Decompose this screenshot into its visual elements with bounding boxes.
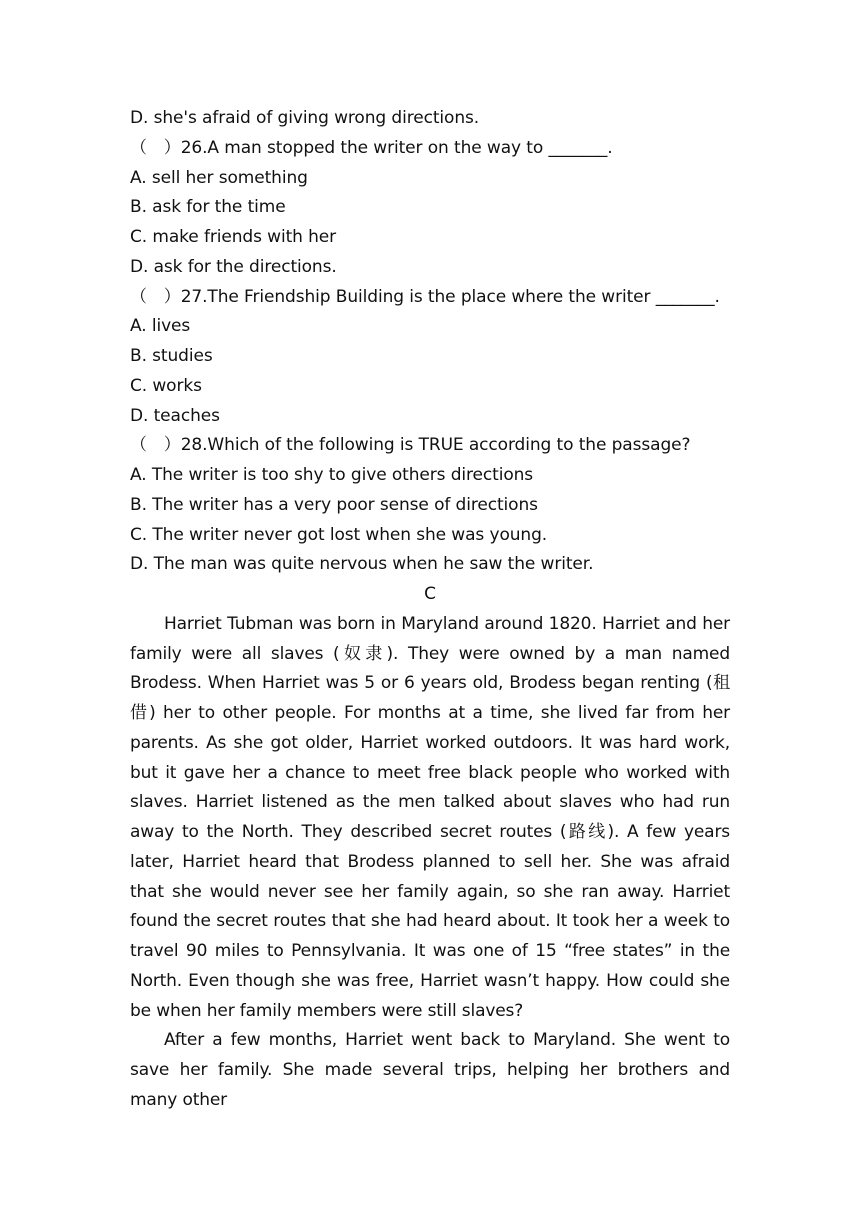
option-28-b: B. The writer has a very poor sense of directions <box>130 494 538 515</box>
passage-paragraph: After a few months, Harriet went back to Maryland. She went to save her family. She made several trips, helping her brothers and many other <box>130 1030 730 1110</box>
question-28: （ ）28.Which of the following is TRUE according to the passage? <box>130 435 691 456</box>
option-26-c: C. make friends with her <box>130 227 337 247</box>
question-26: （ ）26.A man stopped the writer on the way to _______. <box>130 137 613 158</box>
document-page <box>130 104 730 1116</box>
option-26-d: D. ask for the directions. <box>130 256 337 277</box>
option-27-a: A. lives <box>130 316 191 337</box>
option-27-c: C. works <box>130 375 202 396</box>
option-28-d: D. The man was quite nervous when he saw the writer. <box>130 554 594 575</box>
option-27-d: D. teaches <box>130 405 220 426</box>
section-title: C <box>424 584 436 604</box>
option-27-b: B. studies <box>130 346 213 366</box>
option-28-a: A. The writer is too shy to give others directions <box>130 465 534 485</box>
question-27: （ ）27.The Friendship Building is the place where the writer _______. <box>130 286 720 307</box>
option-25-d: D. she's afraid of giving wrong directions. <box>130 108 480 128</box>
passage-paragraph: Harriet Tubman was born in Maryland around 1820. Harriet and her family were all slaves (奴隶). They were owned by a man named Brodess. When Harriet was 5 or 6 years old, Brodess began renting (租借) her to other people. For months at a time, she lived far from her parents. As she got older, Harriet worked outdoors. It was hard work, but it gave her a chance to meet free black people who worked with slaves. Harriet listened as the men talked about slaves who had run away to the North. They described secret routes (路线). A few years later, Harriet heard that Brodess planned to sell her. She was afraid that she would never see her family again, so she ran away. Harriet found the secret routes that she had heard about. It took her a week to travel 90 miles to Pennsylvania. It was one of 15 “free states” in the North. Even though she was free, Harriet wasn’t happy. How could she be when her family members were still slaves? <box>130 613 730 1021</box>
option-26-a: A. sell her something <box>130 167 308 188</box>
option-26-b: B. ask for the time <box>130 197 286 218</box>
option-28-c: C. The writer never got lost when she was young. <box>130 524 548 545</box>
